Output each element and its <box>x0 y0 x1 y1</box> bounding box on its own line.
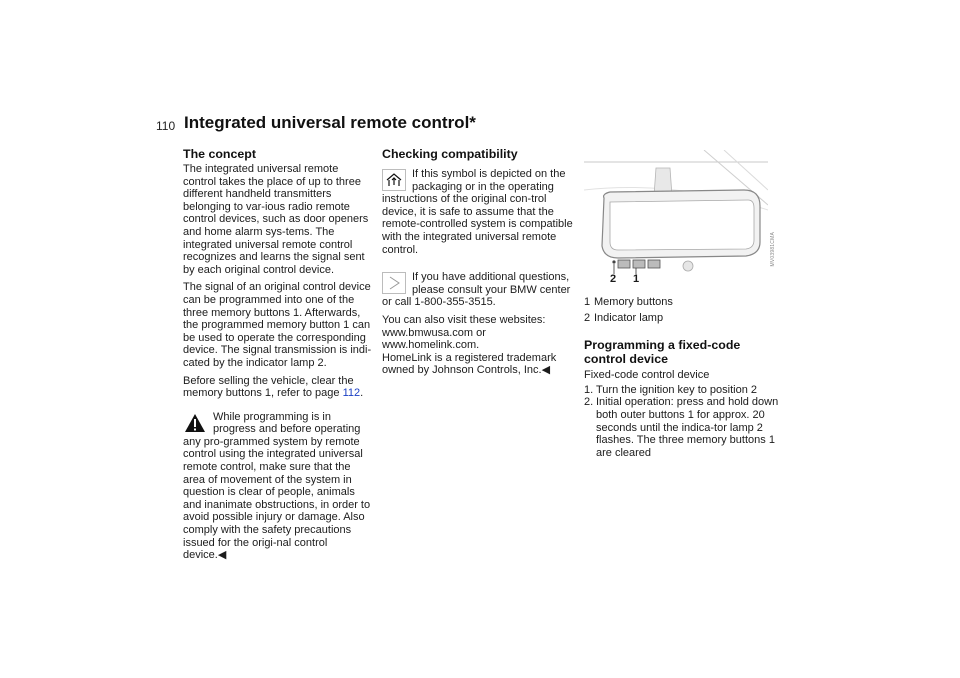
programming-steps <box>584 384 779 460</box>
legend-number: 2 <box>584 311 591 324</box>
info-note <box>382 270 574 377</box>
legend-text: Memory buttons <box>594 296 673 308</box>
concept-paragraph-3-text: Before selling the vehicle, clear the memory buttons 1, refer to page <box>183 374 354 400</box>
section-heading-programming: Programming a fixed-code control device <box>584 338 741 367</box>
column-programming <box>584 296 779 459</box>
website-homelink[interactable]: www.homelink.com. <box>382 339 480 352</box>
page-reference-link[interactable]: 112 <box>342 387 361 400</box>
list-item: 1. Turn the ignition key to position 2 <box>584 383 758 396</box>
concept-paragraph-2: The signal of an original control device can be programmed into one of the three memory buttons 1. Afterwards, the programmed memory button 1 can be used to operate the corresponding device. The signal transmission is indi-cated by the indicator lamp 2. <box>183 281 372 369</box>
info-triangle-icon <box>382 272 406 294</box>
page-title: Integrated universal remote control* <box>184 113 476 132</box>
info-note-text-1: If you have additional questions, please consult your BMW center or call 1-800-355-3515. <box>382 271 571 309</box>
concept-paragraph-1: The integrated universal remote control takes the place of up to three different handheld transmitters belonging to var-ious radio remote control devices, such as door openers and home alarm sys-tems. The integrated universal remote control recognizes and learns the signal sent by each original control device. <box>183 163 369 276</box>
figure-label-buttons: 1 <box>633 273 640 285</box>
rearview-mirror-figure <box>584 150 768 285</box>
compatibility-note <box>382 167 574 256</box>
column-concept <box>183 147 373 568</box>
concept-paragraph-3-end: . <box>360 387 364 400</box>
page-number: 110 <box>156 119 176 133</box>
section-heading-concept: The concept <box>183 147 256 161</box>
figure-code: MV03981CMA <box>770 232 776 267</box>
legend-item <box>584 296 779 309</box>
concept-paragraph-3 <box>183 375 373 400</box>
info-note-text-2: You can also visit these websites: <box>382 313 546 326</box>
subheading-fixed-code: Fixed-code control device <box>584 369 710 382</box>
trademark-text: HomeLink is a registered trademark owned by Johnson Controls, Inc. <box>382 351 557 377</box>
legend-text: Indicator lamp <box>594 311 664 324</box>
column-compatibility <box>382 147 574 383</box>
warning-text: While programming is in progress and before operating any pro-grammed system by remote control using the integrated universal remote control, make sure that the area of movement of the system in question is clear of people, animals and inanimate obstructions, in order to avoid possible injury or damage. Also comply with the safety precautions issued for the origi-nal control device. <box>183 410 371 562</box>
section-heading-compatibility: Checking compatibility <box>382 147 518 161</box>
website-bmwusa[interactable]: www.bmwusa.com or <box>382 326 486 339</box>
list-item: 2. Initial operation: press and hold down both outer buttons 1 for approx. 20 seconds until the indica-tor lamp 2 flashes. The three memory buttons 1 are cleared <box>584 396 779 459</box>
warning-icon <box>183 412 207 434</box>
figure-legend <box>584 296 779 324</box>
homelink-house-icon <box>382 169 406 191</box>
warning-note <box>183 410 373 562</box>
legend-item <box>584 312 779 325</box>
legend-number: 1 <box>584 296 591 308</box>
figure-label-indicator: 2 <box>610 273 617 285</box>
compatibility-note-text: If this symbol is depicted on the packaging or in the operating instructions of the original con-trol device, it is safe to assume that the remote-controlled system is compatible with the integrated universal remote control. <box>382 168 573 256</box>
end-marker: ◀ <box>217 549 227 562</box>
end-marker: ◀ <box>541 364 551 377</box>
